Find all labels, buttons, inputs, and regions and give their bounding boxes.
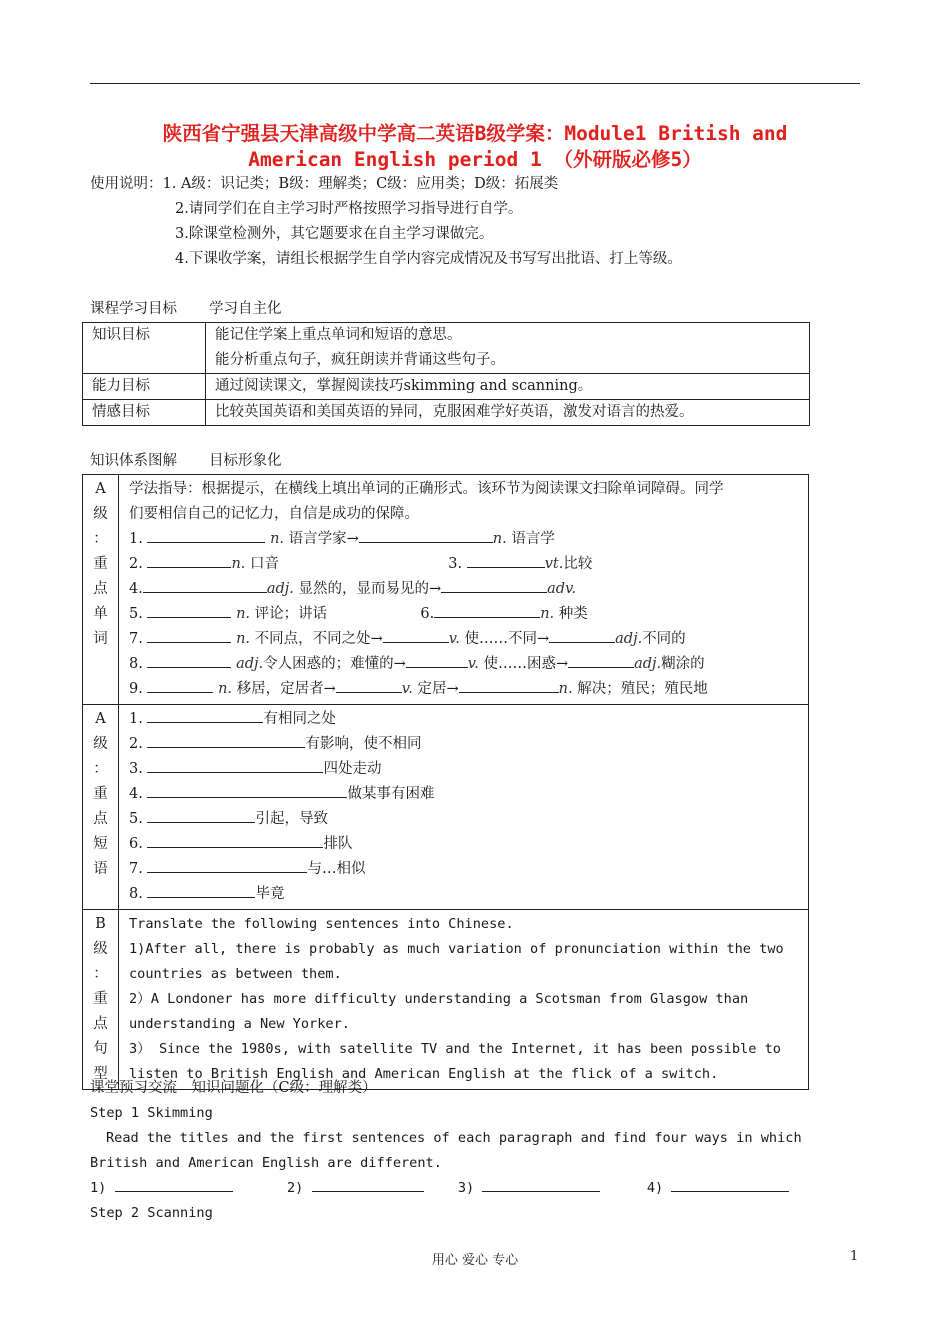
word-item: 8. adj.令人困惑的；难懂的→ v. 使……困惑→ adj.糊涂的 (129, 652, 802, 677)
phrases-body (119, 705, 809, 910)
phrase-item: 4. 做某事有困难 (129, 782, 802, 807)
usage-line: 使用说明：1. A级：识记类；B级：理解类；C级：应用类；D级：拓展类 (90, 176, 559, 192)
goal-label: 知识目标 (83, 323, 206, 374)
header-rule (90, 83, 860, 84)
sentence-line: 2）A Londoner has more difficulty understanding a Scotsman from Glasgow than (129, 991, 749, 1007)
answer-blank[interactable] (147, 883, 255, 898)
step2-heading: Step 2 Scanning (90, 1205, 213, 1221)
answer-blank[interactable] (406, 653, 468, 668)
phrase-item: 1. 有相同之处 (129, 707, 802, 732)
answer-blank[interactable] (147, 678, 213, 693)
step1-heading: Step 1 Skimming (90, 1105, 213, 1121)
word-item: 1. n. 语言学家→ n. 语言学 (129, 527, 802, 552)
page-number: 1 (850, 1249, 859, 1264)
phrase-item: 8. 毕竟 (129, 882, 802, 907)
table-row (83, 374, 810, 400)
answer-blank[interactable] (383, 628, 449, 643)
answer-blank[interactable] (336, 678, 402, 693)
preview-section (90, 1076, 860, 1226)
goal-line: 能分析重点句子，疯狂朗读并背诵这些句子。 (215, 352, 505, 368)
phrase-item: 2. 有影响，使不相同 (129, 732, 802, 757)
answer-blank[interactable] (147, 858, 307, 873)
answer-blank[interactable] (147, 708, 263, 723)
goal-content (206, 323, 810, 374)
goal-content (206, 400, 810, 426)
answer-blank[interactable] (147, 653, 231, 668)
answer-blank[interactable] (459, 678, 559, 693)
answer-blank[interactable] (312, 1177, 424, 1192)
answer-blank[interactable] (115, 1177, 233, 1192)
answer-blank[interactable] (147, 528, 265, 543)
phrase-item: 3. 四处走动 (129, 757, 802, 782)
table-row (83, 400, 810, 426)
skimming-instruction: Read the titles and the first sentences of each paragraph and find four ways in which (106, 1130, 802, 1146)
words-row (83, 475, 809, 705)
guide-line: 学法指导：根据提示，在横线上填出单词的正确形式。该环节为阅读课文扫除单词障碍。同学 (129, 481, 724, 497)
sentence-intro: Translate the following sentences into Chinese. (129, 916, 514, 932)
goal-line: 能记住学案上重点单词和短语的意思。 (215, 327, 462, 343)
knowledge-heading-left: 知识体系图解 (90, 453, 177, 469)
answer-blank[interactable] (147, 783, 347, 798)
answer-blank[interactable] (143, 578, 267, 593)
answer-blank[interactable] (482, 1177, 600, 1192)
answer-blank[interactable] (441, 578, 547, 593)
usage-line: 3.除课堂检测外，其它题要求在自主学习课做完。 (175, 226, 494, 242)
usage-instructions (90, 172, 682, 272)
word-item: 4. adj. 显然的，显而易见的→ adv. (129, 577, 802, 602)
words-body (119, 475, 809, 705)
goals-table (82, 322, 810, 426)
answer-blank[interactable] (568, 653, 634, 668)
usage-line: 2.请同学们在自主学习时严格按照学习指导进行自学。 (175, 201, 523, 217)
knowledge-heading (90, 449, 282, 470)
goal-label: 情感目标 (83, 400, 206, 426)
answer-blank[interactable] (671, 1177, 789, 1192)
answer-blank[interactable] (147, 628, 231, 643)
word-item: 7. n. 不同点，不同之处→ v. 使……不同→ adj.不同的 (129, 627, 802, 652)
skimming-blanks: 1) 2) 3) 4) (90, 1176, 860, 1201)
title-line-2: American English period 1 （外研版必修5） (248, 148, 702, 171)
title-line-1: 陕西省宁强县天津高级中学高二英语B级学案：Module1 British and (162, 122, 788, 145)
goals-heading-right: 学习自主化 (209, 301, 282, 317)
word-item: 9. n. 移居，定居者→ v. 定居→ n. 解决；殖民；殖民地 (129, 677, 802, 702)
sentence-line: countries as between them. (129, 966, 342, 982)
answer-blank[interactable] (467, 553, 545, 568)
sentence-line: 3） Since the 1980s, with satellite TV and the Internet, it has been possible to (129, 1041, 781, 1057)
phrase-item: 7. 与…相似 (129, 857, 802, 882)
table-row (83, 323, 810, 374)
sentence-line: 1)After all, there is probably as much variation of pronunciation within the two (129, 941, 784, 957)
phrase-item: 5. 引起，导致 (129, 807, 802, 832)
goals-heading-left: 课程学习目标 (90, 301, 177, 317)
goal-line: 通过阅读课文，掌握阅读技巧skimming and scanning。 (215, 378, 593, 394)
answer-blank[interactable] (147, 553, 231, 568)
sentences-side-label: B 级 ： 重 点 句 型 (83, 910, 119, 1090)
answer-blank[interactable] (147, 603, 231, 618)
sentences-row (83, 910, 809, 1090)
goals-heading (90, 297, 282, 318)
phrase-item: 6. 排队 (129, 832, 802, 857)
answer-blank[interactable] (549, 628, 615, 643)
sentences-body (119, 910, 809, 1090)
phrases-side-label: A 级 ： 重 点 短 语 (83, 705, 119, 910)
preview-heading: 课堂预习交流 知识问题化（C级：理解类） (90, 1080, 377, 1096)
sentence-line: understanding a New Yorker. (129, 1016, 350, 1032)
sentence-line: listen to British English and American English at the flick of a switch. (129, 1066, 719, 1082)
page-title (90, 121, 860, 173)
footer-text: 用心 爱心 专心 (431, 1253, 519, 1268)
answer-blank[interactable] (359, 528, 493, 543)
goal-content (206, 374, 810, 400)
skimming-instruction: British and American English are different. (90, 1155, 442, 1171)
answer-blank[interactable] (147, 758, 323, 773)
answer-blank[interactable] (147, 808, 255, 823)
knowledge-heading-right: 目标形象化 (209, 453, 282, 469)
usage-line: 4.下课收学案，请组长根据学生自学内容完成情况及书写写出批语、打上等级。 (175, 251, 682, 267)
goal-label: 能力目标 (83, 374, 206, 400)
knowledge-table (82, 474, 809, 1090)
words-side-label: A 级 ： 重 点 单 词 (83, 475, 119, 705)
answer-blank[interactable] (147, 833, 323, 848)
word-item: 5. n. 评论；讲话 6. n. 种类 (129, 602, 802, 627)
answer-blank[interactable] (147, 733, 305, 748)
phrases-row (83, 705, 809, 910)
guide-line: 们要相信自己的记忆力，自信是成功的保障。 (129, 506, 419, 522)
word-item: 2. n. 口音 3. vt.比较 (129, 552, 802, 577)
goal-line: 比较英国英语和美国英语的异同，克服困难学好英语，激发对语言的热爱。 (215, 404, 694, 420)
answer-blank[interactable] (434, 603, 540, 618)
